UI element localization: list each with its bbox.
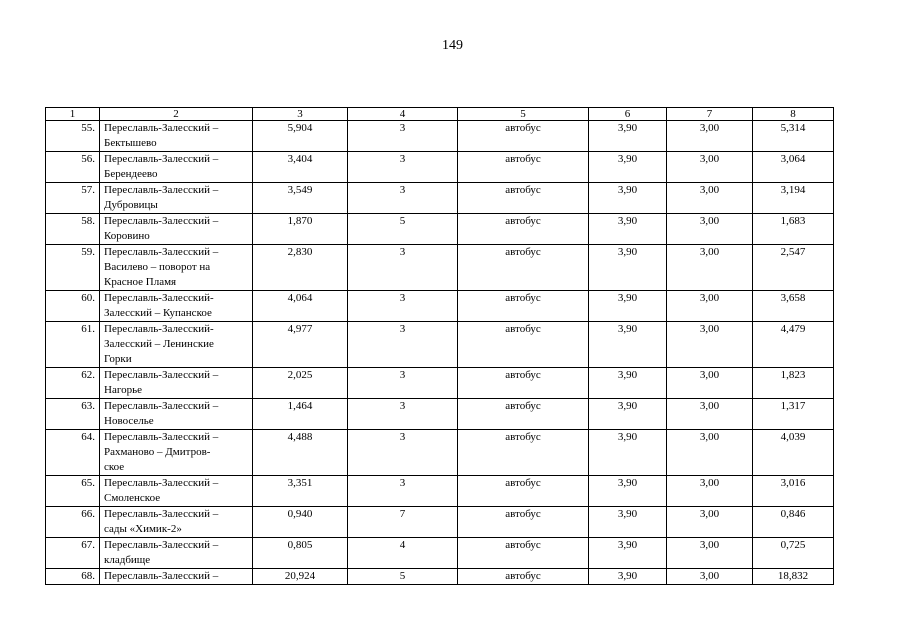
cell-col-3: 1,870 bbox=[253, 214, 348, 245]
route-name-line: Переславль-Залесский- bbox=[104, 292, 214, 304]
cell-col-4: 3 bbox=[348, 322, 458, 368]
cell-col-6: 3,90 bbox=[589, 214, 667, 245]
column-header: 6 bbox=[589, 108, 667, 121]
column-header: 7 bbox=[667, 108, 753, 121]
cell-col-4: 7 bbox=[348, 507, 458, 538]
cell-col-6: 3,90 bbox=[589, 322, 667, 368]
row-number: 61. bbox=[46, 322, 100, 368]
route-name-line: Переславль-Залесский – bbox=[104, 369, 219, 381]
row-number: 62. bbox=[46, 368, 100, 399]
column-header: 8 bbox=[753, 108, 834, 121]
table-row bbox=[46, 214, 834, 245]
cell-col-7: 3,00 bbox=[667, 245, 753, 291]
column-header: 1 bbox=[46, 108, 100, 121]
table-row bbox=[46, 121, 834, 152]
route-name-line: Залесский – Ленинские bbox=[104, 338, 214, 350]
table-row bbox=[46, 322, 834, 368]
route-name-line: Василево – поворот на bbox=[104, 261, 211, 273]
route-name bbox=[100, 214, 253, 245]
table-row bbox=[46, 507, 834, 538]
cell-col-3: 3,404 bbox=[253, 152, 348, 183]
cell-col-7: 3,00 bbox=[667, 322, 753, 368]
route-name-line: Переславль-Залесский – bbox=[104, 246, 219, 258]
route-name-line: кладбище bbox=[104, 554, 151, 566]
cell-col-8: 1,823 bbox=[753, 368, 834, 399]
cell-col-4: 3 bbox=[348, 121, 458, 152]
cell-col-6: 3,90 bbox=[589, 399, 667, 430]
route-name-line: Бектышево bbox=[104, 137, 157, 149]
route-name-line: Дубровицы bbox=[104, 199, 158, 211]
cell-col-3: 0,940 bbox=[253, 507, 348, 538]
column-header: 5 bbox=[458, 108, 589, 121]
row-number: 60. bbox=[46, 291, 100, 322]
cell-col-5: автобус bbox=[458, 538, 589, 569]
cell-col-4: 4 bbox=[348, 538, 458, 569]
cell-col-8: 1,683 bbox=[753, 214, 834, 245]
cell-col-6: 3,90 bbox=[589, 569, 667, 585]
cell-col-8: 3,016 bbox=[753, 476, 834, 507]
cell-col-7: 3,00 bbox=[667, 214, 753, 245]
route-name-line: Нагорье bbox=[104, 384, 142, 396]
cell-col-4: 3 bbox=[348, 183, 458, 214]
cell-col-3: 20,924 bbox=[253, 569, 348, 585]
route-name bbox=[100, 430, 253, 476]
cell-col-7: 3,00 bbox=[667, 368, 753, 399]
route-name bbox=[100, 121, 253, 152]
cell-col-8: 3,064 bbox=[753, 152, 834, 183]
row-number: 59. bbox=[46, 245, 100, 291]
cell-col-6: 3,90 bbox=[589, 152, 667, 183]
cell-col-5: автобус bbox=[458, 121, 589, 152]
table-row bbox=[46, 291, 834, 322]
route-name-line: Красное Пламя bbox=[104, 276, 177, 288]
route-name bbox=[100, 291, 253, 322]
cell-col-6: 3,90 bbox=[589, 291, 667, 322]
cell-col-6: 3,90 bbox=[589, 121, 667, 152]
table-row bbox=[46, 183, 834, 214]
route-name-line: Переславль-Залесский – bbox=[104, 215, 219, 227]
cell-col-4: 3 bbox=[348, 368, 458, 399]
cell-col-3: 3,351 bbox=[253, 476, 348, 507]
column-header: 4 bbox=[348, 108, 458, 121]
route-name-line: Переславль-Залесский – bbox=[104, 570, 219, 582]
row-number: 66. bbox=[46, 507, 100, 538]
route-name-line: ское bbox=[104, 461, 125, 473]
cell-col-8: 4,039 bbox=[753, 430, 834, 476]
cell-col-5: автобус bbox=[458, 291, 589, 322]
table-row bbox=[46, 430, 834, 476]
route-name-line: Переславль-Залесский – bbox=[104, 184, 219, 196]
route-name-line: сады «Химик-2» bbox=[104, 523, 182, 535]
column-header: 3 bbox=[253, 108, 348, 121]
cell-col-5: автобус bbox=[458, 183, 589, 214]
table-header-row bbox=[46, 108, 834, 121]
cell-col-8: 0,725 bbox=[753, 538, 834, 569]
route-name-line: Переславль-Залесский – bbox=[104, 400, 219, 412]
cell-col-8: 1,317 bbox=[753, 399, 834, 430]
route-name bbox=[100, 322, 253, 368]
cell-col-5: автобус bbox=[458, 152, 589, 183]
table-row bbox=[46, 152, 834, 183]
cell-col-4: 3 bbox=[348, 152, 458, 183]
cell-col-4: 3 bbox=[348, 430, 458, 476]
cell-col-5: автобус bbox=[458, 507, 589, 538]
route-name-line: Новоселье bbox=[104, 415, 154, 427]
table-row bbox=[46, 399, 834, 430]
route-name-line: Коровино bbox=[104, 230, 150, 242]
table-row bbox=[46, 245, 834, 291]
cell-col-8: 3,658 bbox=[753, 291, 834, 322]
cell-col-4: 3 bbox=[348, 399, 458, 430]
route-name-line: Переславль-Залесский – bbox=[104, 153, 219, 165]
cell-col-3: 4,977 bbox=[253, 322, 348, 368]
cell-col-8: 18,832 bbox=[753, 569, 834, 585]
cell-col-3: 2,025 bbox=[253, 368, 348, 399]
route-name bbox=[100, 368, 253, 399]
cell-col-4: 3 bbox=[348, 476, 458, 507]
route-name-line: Берендеево bbox=[104, 168, 158, 180]
cell-col-6: 3,90 bbox=[589, 538, 667, 569]
route-name bbox=[100, 152, 253, 183]
row-number: 67. bbox=[46, 538, 100, 569]
cell-col-5: автобус bbox=[458, 476, 589, 507]
route-name-line: Переславль-Залесский – bbox=[104, 508, 219, 520]
row-number: 68. bbox=[46, 569, 100, 585]
cell-col-4: 5 bbox=[348, 214, 458, 245]
route-name bbox=[100, 538, 253, 569]
cell-col-6: 3,90 bbox=[589, 476, 667, 507]
cell-col-5: автобус bbox=[458, 430, 589, 476]
row-number: 55. bbox=[46, 121, 100, 152]
route-name-line: Рахманово – Дмитров- bbox=[104, 446, 211, 458]
cell-col-7: 3,00 bbox=[667, 430, 753, 476]
route-name-line: Переславль-Залесский – bbox=[104, 477, 219, 489]
cell-col-5: автобус bbox=[458, 322, 589, 368]
cell-col-8: 4,479 bbox=[753, 322, 834, 368]
route-name bbox=[100, 569, 253, 585]
cell-col-5: автобус bbox=[458, 245, 589, 291]
cell-col-8: 2,547 bbox=[753, 245, 834, 291]
page-number: 149 bbox=[442, 38, 463, 53]
route-name-line: Переславль-Залесский- bbox=[104, 323, 214, 335]
cell-col-3: 4,488 bbox=[253, 430, 348, 476]
route-name-line: Смоленское bbox=[104, 492, 161, 504]
cell-col-7: 3,00 bbox=[667, 507, 753, 538]
cell-col-3: 1,464 bbox=[253, 399, 348, 430]
cell-col-3: 3,549 bbox=[253, 183, 348, 214]
cell-col-5: автобус bbox=[458, 368, 589, 399]
cell-col-3: 4,064 bbox=[253, 291, 348, 322]
row-number: 58. bbox=[46, 214, 100, 245]
row-number: 65. bbox=[46, 476, 100, 507]
cell-col-5: автобус bbox=[458, 569, 589, 585]
route-name bbox=[100, 476, 253, 507]
route-name bbox=[100, 245, 253, 291]
cell-col-8: 0,846 bbox=[753, 507, 834, 538]
cell-col-7: 3,00 bbox=[667, 538, 753, 569]
cell-col-4: 5 bbox=[348, 569, 458, 585]
column-header: 2 bbox=[100, 108, 253, 121]
row-number: 57. bbox=[46, 183, 100, 214]
route-name-line: Горки bbox=[104, 353, 132, 365]
cell-col-6: 3,90 bbox=[589, 507, 667, 538]
route-name-line: Переславль-Залесский – bbox=[104, 431, 219, 443]
route-name-line: Переславль-Залесский – bbox=[104, 539, 219, 551]
cell-col-7: 3,00 bbox=[667, 399, 753, 430]
cell-col-7: 3,00 bbox=[667, 291, 753, 322]
table-row bbox=[46, 569, 834, 585]
table-row bbox=[46, 538, 834, 569]
route-name-line: Переславль-Залесский – bbox=[104, 122, 219, 134]
cell-col-6: 3,90 bbox=[589, 245, 667, 291]
cell-col-3: 0,805 bbox=[253, 538, 348, 569]
cell-col-4: 3 bbox=[348, 291, 458, 322]
cell-col-7: 3,00 bbox=[667, 152, 753, 183]
route-name-line: Залесский – Купанское bbox=[104, 307, 212, 319]
route-name bbox=[100, 183, 253, 214]
cell-col-5: автобус bbox=[458, 399, 589, 430]
cell-col-5: автобус bbox=[458, 214, 589, 245]
cell-col-3: 5,904 bbox=[253, 121, 348, 152]
route-table bbox=[45, 107, 834, 585]
cell-col-7: 3,00 bbox=[667, 121, 753, 152]
table-row bbox=[46, 368, 834, 399]
cell-col-3: 2,830 bbox=[253, 245, 348, 291]
cell-col-8: 3,194 bbox=[753, 183, 834, 214]
cell-col-7: 3,00 bbox=[667, 476, 753, 507]
row-number: 63. bbox=[46, 399, 100, 430]
cell-col-7: 3,00 bbox=[667, 569, 753, 585]
row-number: 64. bbox=[46, 430, 100, 476]
cell-col-7: 3,00 bbox=[667, 183, 753, 214]
cell-col-8: 5,314 bbox=[753, 121, 834, 152]
row-number: 56. bbox=[46, 152, 100, 183]
route-name bbox=[100, 399, 253, 430]
cell-col-4: 3 bbox=[348, 245, 458, 291]
table-row bbox=[46, 476, 834, 507]
cell-col-6: 3,90 bbox=[589, 183, 667, 214]
cell-col-6: 3,90 bbox=[589, 368, 667, 399]
cell-col-6: 3,90 bbox=[589, 430, 667, 476]
route-name bbox=[100, 507, 253, 538]
